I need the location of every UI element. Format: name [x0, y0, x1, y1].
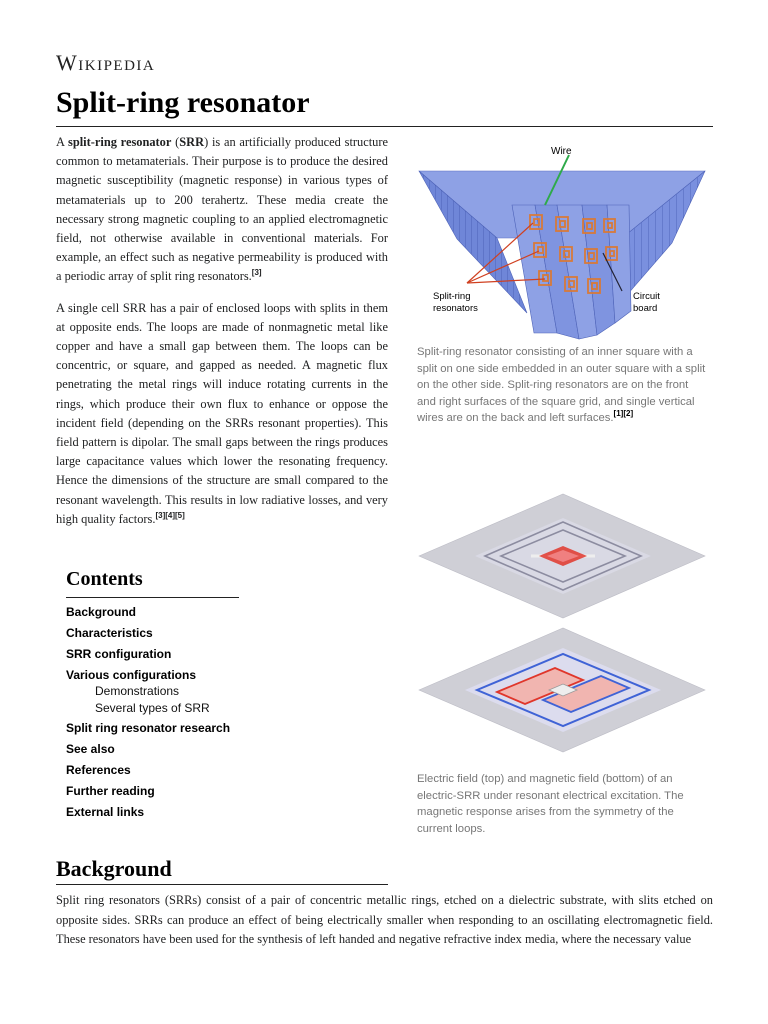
table-of-contents: [66, 568, 366, 826]
srr-label-line2: resonators: [433, 303, 478, 314]
toc-divider: [66, 597, 239, 598]
term-srr: split-ring resonator: [68, 135, 172, 149]
citation-link[interactable]: [1][2]: [613, 409, 634, 418]
toc-title: Contents: [66, 568, 143, 590]
toc-item-further-reading[interactable]: Further reading: [66, 784, 155, 798]
page-title: Split-ring resonator: [56, 86, 310, 119]
toc-item-various-configurations[interactable]: Various configurations: [66, 668, 197, 682]
figure2-caption: Electric field (top) and magnetic field (bottom) of an electric-SRR under resonant electrical excitation. The magnetic response arises from the symmetry of the current loops.: [417, 773, 684, 835]
title-divider: [56, 126, 713, 127]
figure1-caption: Split-ring resonator consisting of an inner square with a split on one side embedded in an outer square with a split on the other side. Split-ring resonators are on the front and right surfaces of the square grid, and single vertical wires are on the back and left surfaces.[1][2]: [417, 346, 706, 424]
srr-array-figure[interactable]: [417, 143, 707, 343]
toc-item-external-links[interactable]: External links: [66, 805, 145, 819]
toc-item-characteristics[interactable]: Characteristics: [66, 626, 153, 640]
srr-label-line1: Split-ring: [433, 291, 471, 302]
section-divider: [56, 884, 388, 885]
field-simulation-figure[interactable]: [415, 482, 707, 768]
wire-label: Wire: [551, 146, 572, 157]
toc-item-see-also[interactable]: See also: [66, 742, 115, 756]
intro-paragraph-2: A single cell SRR has a pair of enclosed loops with splits in them at opposite ends. The loops are made of nonmagnetic metal like copper and have a small gap between them. The loops can be concentric, or square, and gapped as needed. A magnetic flux penetrating the metal rings will induce rotating currents in the rings, which produce their own flux to enhance or oppose the incident field (depending on the SRRs resonant properties). This field pattern is dipolar. The small gaps between the rings produces large capacitance values which lower the resonating frequency. Hence the dimensions of the structure are small compared to the resonant wavelength. This results in low radiative losses, and very high quality factors.[3][4][5]: [56, 300, 388, 526]
toc-item-references[interactable]: References: [66, 763, 131, 777]
toc-subitem-demonstrations[interactable]: Demonstrations: [95, 684, 180, 698]
wikipedia-logo[interactable]: Wikipedia: [56, 50, 156, 75]
toc-item-srr-configuration[interactable]: SRR configuration: [66, 647, 172, 661]
board-label-line1: Circuit: [633, 291, 660, 302]
intro-paragraph-1: A split-ring resonator (SRR) is an artificially produced structure common to metamaterials. Their purpose is to produce the desired magnetic susceptibility (magnetic response) in various types of metamaterials up to 200 terahertz. These media create the necessary strong magnetic coupling to an applied electromagnetic field, not otherwise available in conventional materials. For example, an effect such as negative permeability is produced with a periodic array of split ring resonators.[3]: [56, 135, 388, 284]
citation-link[interactable]: [3]: [251, 268, 262, 278]
intro-section: [56, 133, 388, 541]
citation-link[interactable]: [3][4][5]: [155, 510, 185, 520]
toc-subitem-several-types[interactable]: Several types of SRR: [95, 701, 210, 715]
term-abbrev: SRR: [179, 135, 205, 149]
toc-item-research[interactable]: Split ring resonator research: [66, 721, 231, 735]
background-paragraph: Split ring resonators (SRRs) consist of a pair of concentric metallic rings, etched on a dielectric substrate, with slits etched on opposite sides. SRRs can produce an effect of being electrically smaller when responding to an oscillating electromagnetic field. These resonators have been used for the synthesis of left handed and negative refractive index media, where the necessary value: [56, 893, 713, 946]
board-label-line2: board: [633, 303, 658, 314]
toc-item-background[interactable]: Background: [66, 605, 137, 619]
section-heading-background: Background: [56, 856, 172, 881]
